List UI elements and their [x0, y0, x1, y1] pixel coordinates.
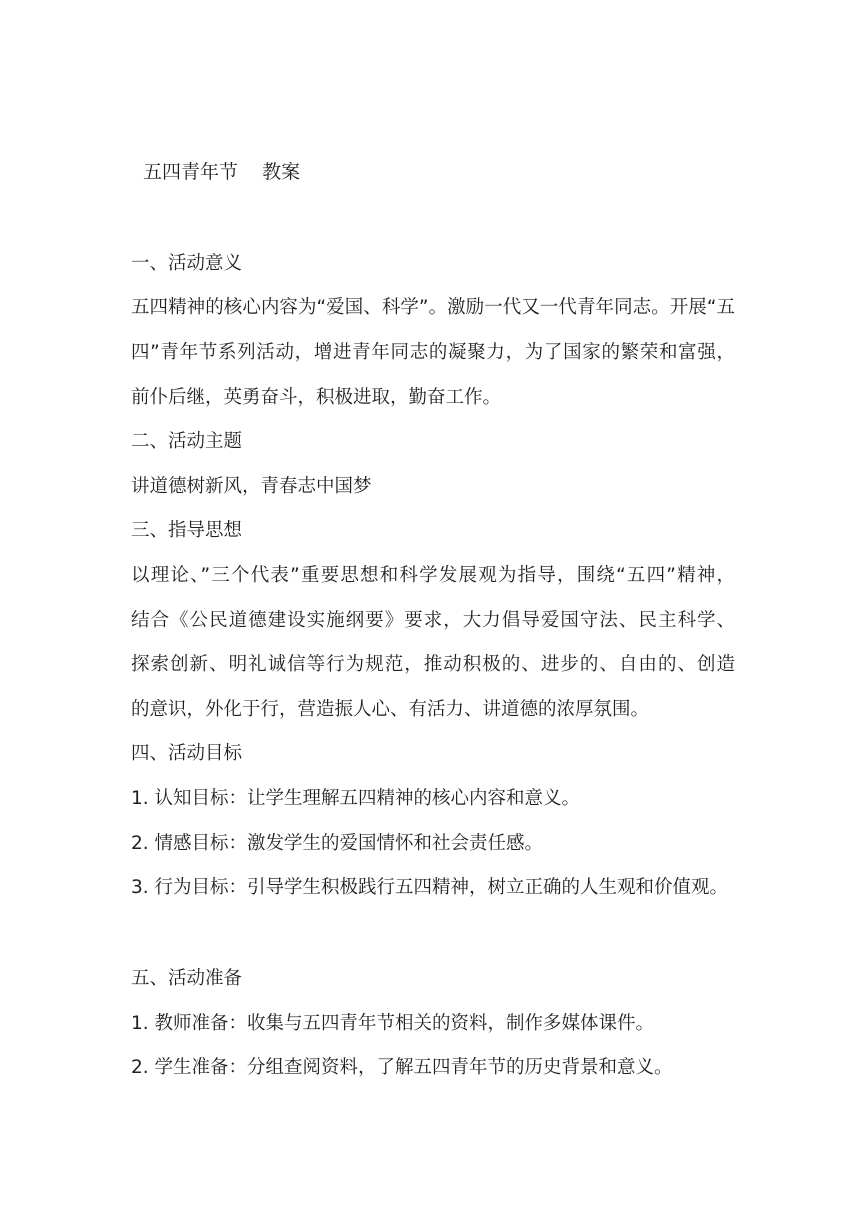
- section-heading-3: 三、指导思想: [131, 520, 243, 541]
- paragraph-line: 讲道德树新风，青春志中国梦: [131, 476, 372, 497]
- paragraph-line: 结合《公民道德建设实施纲要》要求，大力倡导爱国守法、民主科学、: [131, 610, 735, 631]
- section-heading-2: 二、活动主题: [131, 431, 243, 452]
- paragraph-line: 的意识，外化于行，营造振人心、有活力、讲道德的浓厚氛围。: [131, 699, 650, 720]
- list-item: 1. 认知目标：让学生理解五四精神的核心内容和意义。: [131, 788, 581, 809]
- paragraph-line: 以理论、”三个代表”重要思想和科学发展观为指导，围绕“五四”精神，: [131, 565, 735, 586]
- list-item: 2. 学生准备：分组查阅资料，了解五四青年节的历史背景和意义。: [131, 1057, 673, 1078]
- paragraph-line: 五四精神的核心内容为“爱国、科学”。激励一代又一代青年同志。开展“五: [131, 297, 735, 318]
- section-heading-1: 一、活动意义: [131, 253, 243, 274]
- paragraph-line: 前仆后继，英勇奋斗，积极进取，勤奋工作。: [131, 387, 502, 408]
- section-heading-4: 四、活动目标: [131, 743, 243, 764]
- list-item: 1. 教师准备：收集与五四青年节相关的资料，制作多媒体课件。: [131, 1013, 655, 1034]
- paragraph-line: 四”青年节系列活动，增进青年同志的凝聚力，为了国家的繁荣和富强，: [131, 342, 735, 363]
- list-item: 3. 行为目标：引导学生积极践行五四精神，树立正确的人生观和价值观。: [131, 877, 729, 898]
- section-heading-5: 五、活动准备: [131, 968, 243, 989]
- paragraph-line: 探索创新、明礼诚信等行为规范，推动积极的、进步的、自由的、创造: [131, 654, 735, 675]
- list-item: 2. 情感目标：激发学生的爱国情怀和社会责任感。: [131, 833, 544, 854]
- document-title: 五四青年节 教案: [143, 161, 301, 183]
